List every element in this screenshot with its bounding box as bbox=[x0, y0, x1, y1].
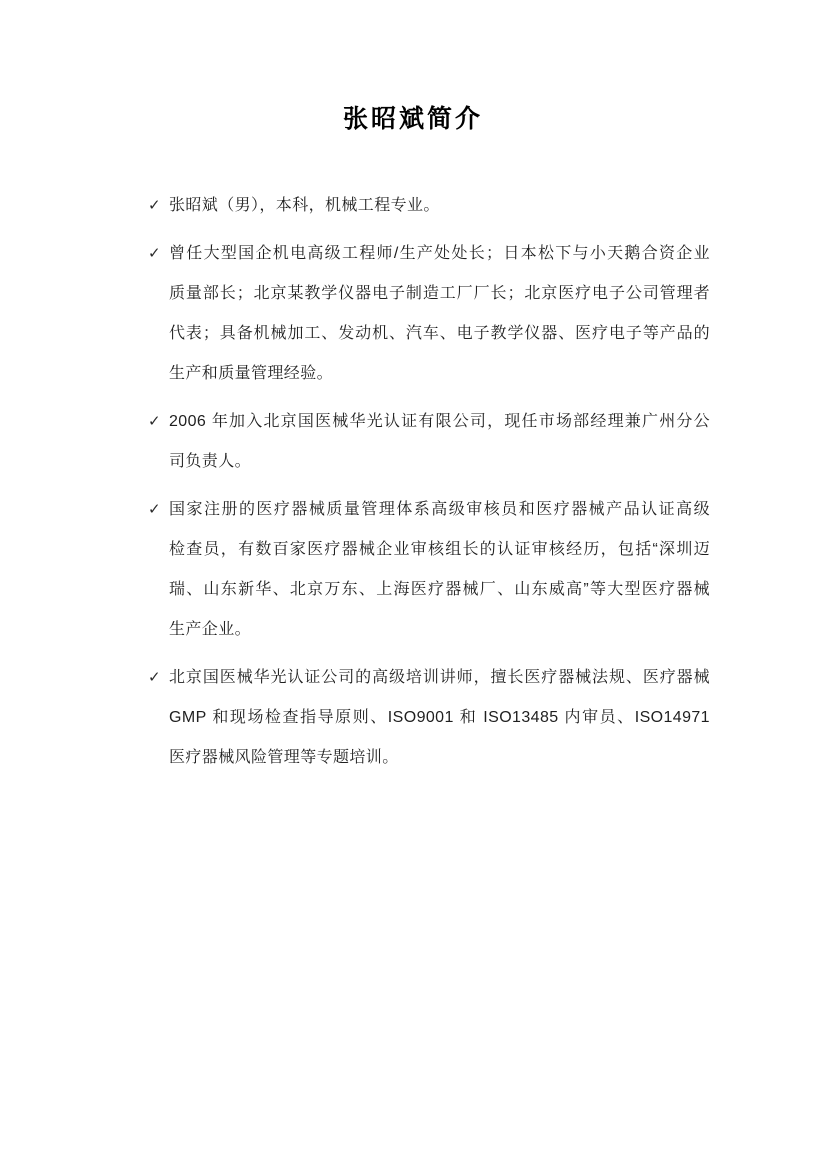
list-item bbox=[148, 234, 710, 394]
list-item bbox=[148, 402, 710, 482]
list-item-line: 检查员，有数百家医疗器械企业审核组长的认证审核经历，包括“深圳迈 bbox=[169, 541, 710, 558]
list-item-line: 代表；具备机械加工、发动机、汽车、电子教学仪器、医疗电子等产品的 bbox=[169, 325, 710, 342]
list-item-line: 曾任大型国企机电高级工程师/生产处处长；日本松下与小天鹅合资企业 bbox=[169, 245, 710, 262]
checkmark-bullet-icon: ✓ bbox=[148, 197, 161, 214]
list-item-line: 瑞、山东新华、北京万东、上海医疗器械厂、山东威高”等大型医疗器械 bbox=[169, 581, 710, 598]
list-item-line: GMP 和现场检查指导原则、ISO9001 和 ISO13485 内审员、ISO14971 bbox=[169, 709, 710, 726]
checkmark-bullet-icon: ✓ bbox=[148, 245, 161, 262]
list-item bbox=[148, 490, 710, 650]
list-item-line: 国家注册的医疗器械质量管理体系高级审核员和医疗器械产品认证高级 bbox=[169, 501, 710, 518]
list-item bbox=[148, 658, 710, 778]
page-title: 张昭斌简介 bbox=[342, 104, 483, 133]
list-item-line: 生产和质量管理经验。 bbox=[169, 365, 334, 382]
checkmark-bullet-icon: ✓ bbox=[148, 669, 161, 686]
bullet-list bbox=[148, 186, 710, 786]
list-item-line: 2006 年加入北京国医械华光认证有限公司，现任市场部经理兼广州分公 bbox=[169, 413, 710, 430]
list-item-line: 质量部长；北京某教学仪器电子制造工厂厂长；北京医疗电子公司管理者 bbox=[169, 285, 710, 302]
list-item-line: 张昭斌（男），本科，机械工程专业。 bbox=[169, 197, 440, 214]
list-item-line: 生产企业。 bbox=[169, 621, 252, 638]
list-item-line: 司负责人。 bbox=[169, 453, 252, 470]
list-item-line: 北京国医械华光认证公司的高级培训讲师，擅长医疗器械法规、医疗器械 bbox=[169, 669, 710, 686]
checkmark-bullet-icon: ✓ bbox=[148, 501, 161, 518]
list-item-line: 医疗器械风险管理等专题培训。 bbox=[169, 749, 399, 766]
checkmark-bullet-icon: ✓ bbox=[148, 413, 161, 430]
list-item bbox=[148, 186, 710, 226]
